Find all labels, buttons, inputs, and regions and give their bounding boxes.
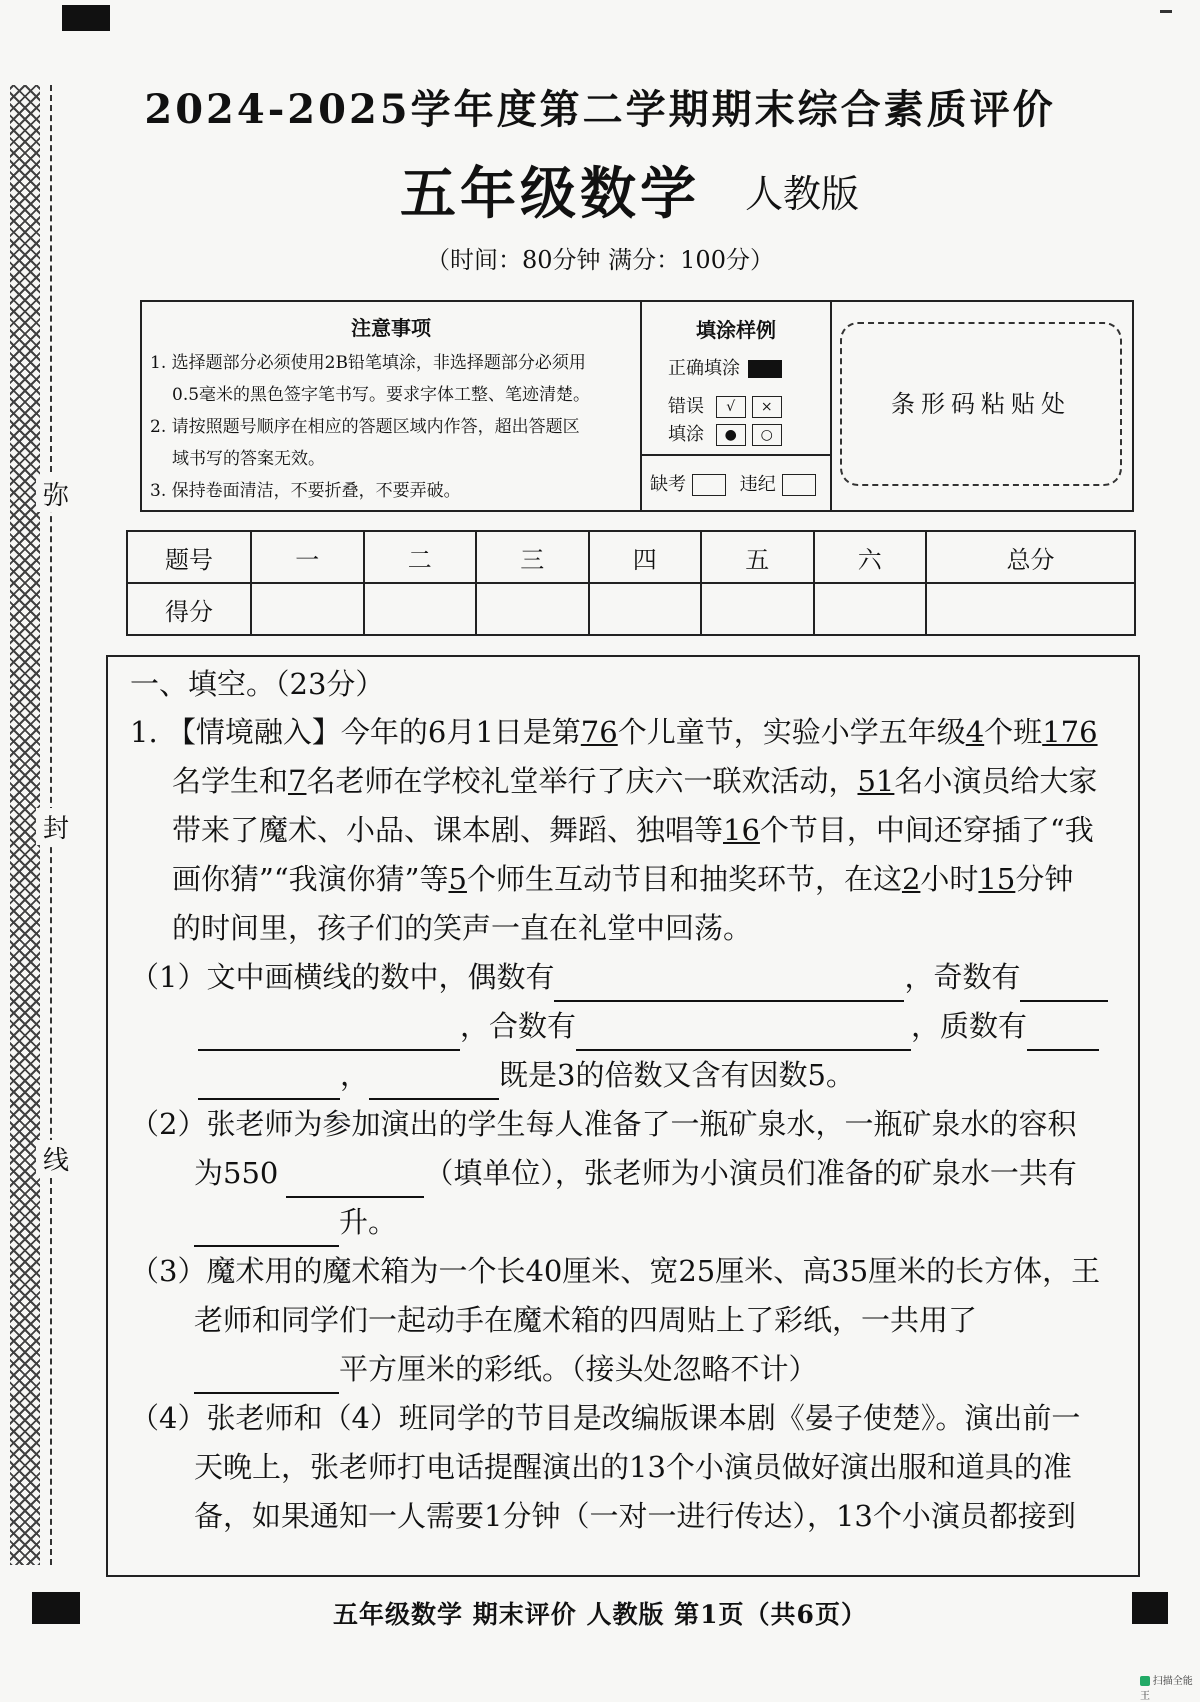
unit-blank[interactable]: [286, 1166, 424, 1198]
score-header-cell: 三: [476, 531, 589, 583]
absent-checkbox[interactable]: [692, 474, 726, 496]
sub2-line-3: [194, 1198, 397, 1247]
violation-label: 违纪: [739, 474, 776, 495]
q1-line-4: [172, 855, 1073, 904]
section-title: 一、填空。（23分）: [130, 667, 385, 701]
score-header-cell: 一: [251, 531, 364, 583]
q1-line-1: [130, 708, 1098, 757]
fill-example-section: [642, 302, 832, 510]
barcode-area: [840, 322, 1122, 486]
underlined-number: 7: [288, 764, 307, 798]
circle-sample: ○: [752, 424, 782, 446]
scanner-logo-icon: [1140, 1676, 1150, 1686]
wrong-fill-label-1: 错误: [668, 396, 704, 417]
score-header-cell: 五: [701, 531, 814, 583]
score-cell[interactable]: [701, 583, 814, 635]
q1-line-2: [172, 757, 1097, 806]
score-cell[interactable]: [476, 583, 589, 635]
sub2-text: （填单位），张老师为小演员们准备的矿泉水一共有: [424, 1156, 1077, 1190]
score-cell[interactable]: [926, 583, 1135, 635]
info-panel: [140, 300, 1134, 512]
score-header-cell: 题号: [127, 531, 251, 583]
q1-text: 小时: [920, 862, 979, 896]
sub4-line-2: 天晚上，张老师打电话提醒演出的13个小演员做好演出服和道具的准: [194, 1450, 1072, 1484]
score-table: [126, 530, 1136, 636]
q1-line-5: [172, 904, 752, 953]
watermark-text: 扫描全能王: [1140, 1676, 1193, 1702]
sub3-line-1: （3）魔术用的魔术箱为一个长40厘米、宽25厘米、高35厘米的长方体，王: [130, 1254, 1101, 1288]
registration-mark-top-left: [62, 5, 110, 31]
seal-char-xian: 线: [36, 1140, 76, 1177]
underlined-number: 2: [901, 862, 921, 896]
scanner-watermark: [1140, 1672, 1200, 1702]
q1-text: 名老师在学校礼堂举行了庆六一联欢活动，: [306, 764, 858, 798]
q1-text: 名学生和: [172, 764, 289, 798]
underlined-number: 15: [978, 862, 1016, 896]
multiple-of-3-blank[interactable]: [369, 1068, 499, 1100]
score-row-label: 得分: [127, 583, 251, 635]
notice-item: 1. 选择题部分必须使用2B铅笔填涂，非选择题部分必须用: [150, 353, 586, 373]
seal-char-feng: 封: [36, 808, 76, 845]
sub2-text: 升。: [339, 1205, 398, 1239]
fill-example-title: 填涂样例: [696, 318, 776, 342]
wrong-fill-label-2: 填涂: [668, 424, 704, 445]
sub1-text: 既是3的倍数又含有因数5。: [499, 1058, 855, 1092]
q1-text: 的时间里，孩子们的笑声一直在礼堂中回荡。: [172, 911, 753, 945]
notice-item: 0.5毫米的黑色签字笔书写。要求字体工整、笔迹清楚。: [172, 385, 591, 405]
sub3-line-2: 老师和同学们一起动手在魔术箱的四周贴上了彩纸，一共用了: [194, 1303, 978, 1337]
q1-line-3: [172, 806, 1094, 855]
fill-example-divider: [642, 454, 830, 456]
notice-section: [142, 302, 642, 510]
q1-text: 名小演员给大家: [894, 764, 1098, 798]
q1-text: 分钟: [1015, 862, 1074, 896]
absent-violation-row: [650, 470, 816, 496]
absent-label: 缺考: [650, 474, 686, 495]
underlined-number: 76: [580, 715, 618, 749]
sub1-text: ，合数有: [460, 1009, 577, 1043]
subject-title: 五年级数学: [400, 161, 700, 227]
composite-numbers-blank[interactable]: [576, 1019, 911, 1051]
even-numbers-blank[interactable]: [554, 970, 904, 1002]
wrong-fill-row-1: [668, 392, 782, 418]
score-cell[interactable]: [364, 583, 477, 635]
sub2-text: 为550: [194, 1156, 279, 1190]
q1-text: 1. 【情境融入】今年的6月1日是第: [130, 715, 581, 749]
odd-numbers-blank-cont[interactable]: [198, 1019, 460, 1051]
odd-numbers-blank[interactable]: [1020, 970, 1108, 1002]
filled-dot-sample: ●: [716, 424, 746, 446]
score-table-score-row: [127, 583, 1135, 635]
underlined-number: 5: [448, 862, 467, 896]
sub1-text: ，奇数有: [904, 960, 1021, 994]
notice-title: 注意事项: [351, 316, 431, 340]
q1-text: 个师生互动节目和抽奖环节，在这: [466, 862, 902, 896]
q1-text: 画你猜”“我演你猜”等: [172, 862, 449, 896]
sub1-text: ，: [340, 1058, 370, 1092]
time-info: （时间：80分钟 满分：100分）: [426, 246, 774, 274]
correct-fill-sample: [748, 360, 782, 378]
score-table-header-row: [127, 531, 1135, 583]
sub4-line-3: 备，如果通知一人需要1分钟（一对一进行传达），13个小演员都接到: [194, 1499, 1076, 1533]
sub3-text: 平方厘米的彩纸。（接头处忽略不计）: [339, 1352, 818, 1386]
pin-mark: [1160, 10, 1172, 13]
paper-area-blank[interactable]: [194, 1362, 339, 1394]
page-footer: 五年级数学 期末评价 人教版 第1页（共6页）: [333, 1600, 867, 1629]
sub1-line-3: [198, 1051, 855, 1100]
score-header-cell: 二: [364, 531, 477, 583]
correct-fill-label: 正确填涂: [668, 358, 740, 379]
underlined-number: 4: [965, 715, 985, 749]
sub2-line-1: （2）张老师为参加演出的学生每人准备了一瓶矿泉水，一瓶矿泉水的容积: [130, 1107, 1077, 1141]
q1-text: 个班: [984, 715, 1043, 749]
notice-item: 2. 请按照题号顺序在相应的答题区域内作答，超出答题区: [150, 417, 580, 437]
correct-fill-row: [668, 354, 782, 380]
barcode-label: 条形码粘贴处: [891, 390, 1071, 418]
score-header-cell: 四: [589, 531, 702, 583]
q1-text: 个节目，中间还穿插了“我: [759, 813, 1094, 847]
score-header-cell: 总分: [926, 531, 1135, 583]
sub1-line-1: [130, 953, 1108, 1002]
exam-title: 2024-2025学年度第二学期期末综合素质评价: [144, 86, 1056, 133]
underlined-number: 176: [1042, 715, 1098, 749]
sub1-text: ，质数有: [911, 1009, 1028, 1043]
score-cell[interactable]: [589, 583, 702, 635]
score-cell[interactable]: [251, 583, 364, 635]
underlined-number: 16: [723, 813, 760, 847]
underlined-number: 51: [857, 764, 895, 798]
sub3-line-3: [194, 1345, 818, 1394]
score-header-cell: 六: [814, 531, 927, 583]
notice-item: 域书写的答案无效。: [172, 449, 325, 469]
score-cell[interactable]: [814, 583, 927, 635]
sub4-line-1: （4）张老师和（4）班同学的节目是改编版课本剧《晏子使楚》。演出前一: [130, 1401, 1081, 1435]
sub2-line-2: [194, 1149, 1077, 1198]
seal-char-mi: 弥: [36, 475, 76, 512]
check-mark-sample: √: [716, 396, 746, 418]
q1-text: 个儿童节，实验小学五年级: [617, 715, 966, 749]
violation-checkbox[interactable]: [782, 474, 816, 496]
sub1-line-2: [198, 1002, 1099, 1051]
water-total-blank[interactable]: [194, 1215, 339, 1247]
sub1-text: （1）文中画横线的数中，偶数有: [130, 960, 555, 994]
cross-mark-sample: ×: [752, 396, 782, 418]
wrong-fill-row-2: [668, 420, 782, 446]
edition-label: 人教版: [745, 172, 860, 216]
prime-numbers-blank-cont[interactable]: [198, 1068, 340, 1100]
notice-item: 3. 保持卷面清洁，不要折叠，不要弄破。: [150, 481, 461, 501]
prime-numbers-blank[interactable]: [1027, 1019, 1099, 1051]
q1-text: 带来了魔术、小品、课本剧、舞蹈、独唱等: [172, 813, 724, 847]
